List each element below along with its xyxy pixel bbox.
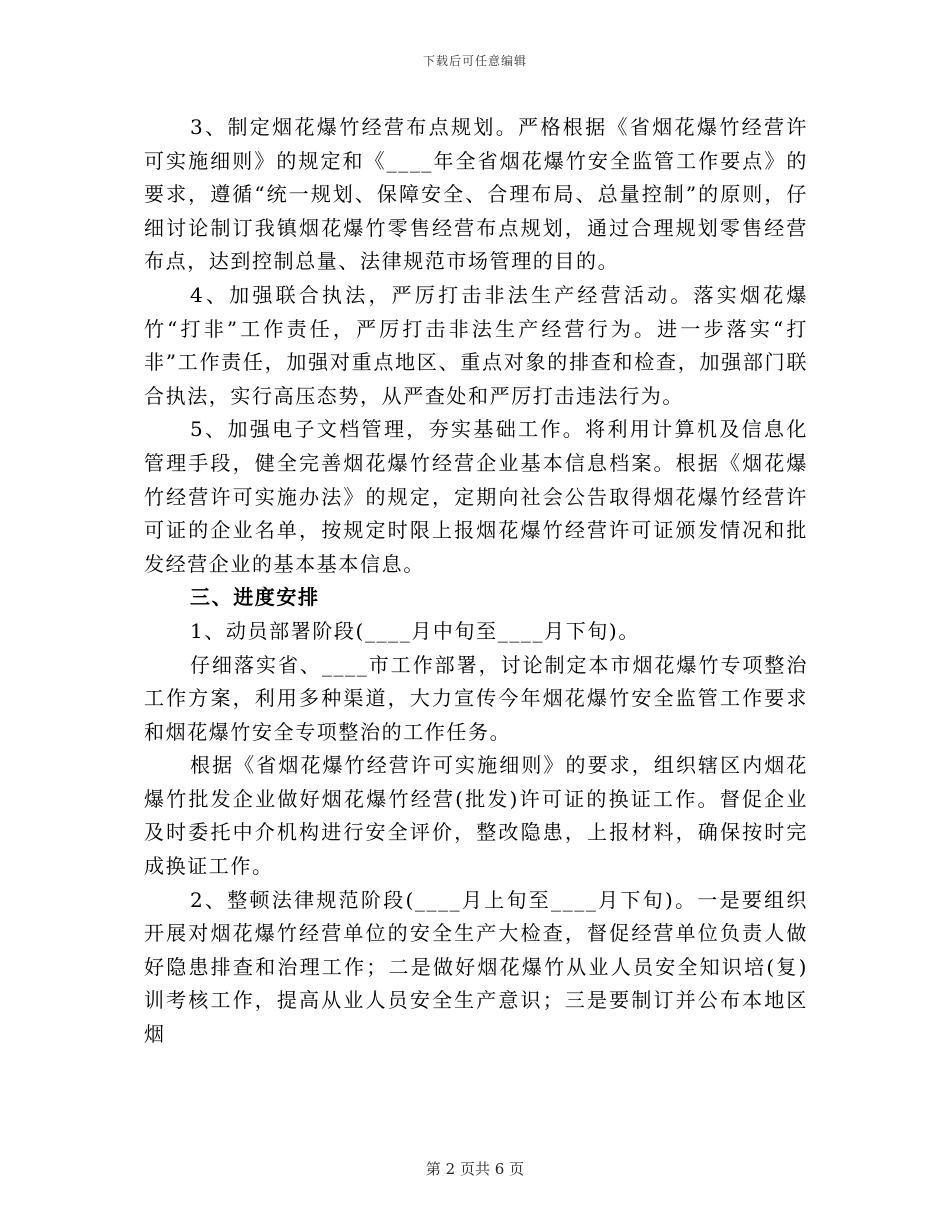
document-body [144, 111, 808, 1052]
paragraph-license-renewal: 根据《省烟花爆竹经营许可实施细则》的要求，组织辖区内烟花爆竹批发企业做好烟花爆竹经营(批发)许可证的换证工作。督促企业及时委托中介机构进行安全评价，整改隐患，上报材料，确保按时完成换证工作。 [144, 753, 808, 879]
paragraph-planning: 3、制定烟花爆竹经营布点规划。严格根据《省烟花爆竹经营许可实施细则》的规定和《____年全省烟花爆竹安全监管工作要点》的要求，遵循“统一规划、保障安全、合理布局、总量控制”的原则，仔细讨论制订我镇烟花爆竹零售经营布点规划，通过合理规划零售经营布点，达到控制总量、法律规范市场管理的目的。 [144, 115, 808, 274]
paragraph-stage-1-detail: 仔细落实省、____市工作部署，讨论制定本市烟花爆竹专项整治工作方案，利用多种渠道，大力宣传今年烟花爆竹安全监管工作要求和烟花爆竹安全专项整治的工作任务。 [144, 652, 808, 744]
paragraph-archive: 5、加强电子文档管理，夯实基础工作。将利用计算机及信息化管理手段，健全完善烟花爆竹经营企业基本信息档案。根据《烟花爆竹经营许可实施办法》的规定，定期向社会公告取得烟花爆竹经营许可证的企业名单，按规定时限上报烟花爆竹经营许可证颁发情况和批发经营企业的基本基本信息。 [144, 417, 808, 576]
section-heading-schedule: 三、进度安排 [190, 585, 320, 610]
paragraph-stage-2: 2、整顿法律规范阶段(____月上旬至____月下旬)。一是要组织开展对烟花爆竹经营单位的安全生产大检查，督促经营单位负责人做好隐患排查和治理工作；二是做好烟花爆竹从业人员安全知识培(复)训考核工作，提高从业人员安全生产意识；三是要制订并公布本地区烟 [144, 887, 808, 1047]
paragraph-stage-1: 1、动员部署阶段(____月中旬至____月下旬)。 [190, 618, 640, 643]
paragraph-enforcement: 4、加强联合执法，严厉打击非法生产经营活动。落实烟花爆竹“打非”工作责任，严厉打击非法生产经营行为。进一步落实“打非”工作责任，加强对重点地区、重点对象的排查和检查，加强部门联合执法，实行高压态势，从严查处和严厉打击违法行为。 [144, 282, 808, 408]
page-footer: 第 2 页共 6 页 [425, 1160, 525, 1178]
page-header: 下载后可任意编辑 [422, 54, 527, 68]
